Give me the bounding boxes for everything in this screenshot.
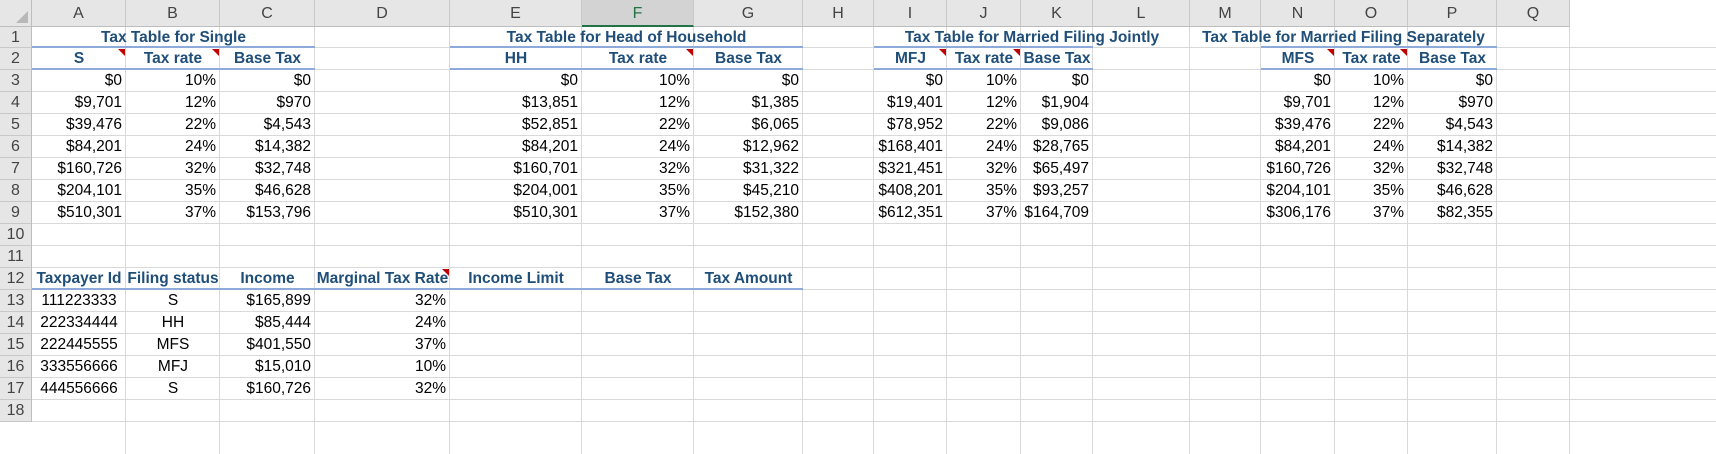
taxpayer-cell[interactable]: $85,444 (254, 314, 311, 331)
row-header-4[interactable]: 4 (0, 92, 32, 114)
row-header-1[interactable]: 1 (0, 27, 32, 48)
table-cell-mfs[interactable]: $32,748 (1436, 160, 1493, 177)
table-cell-mfj[interactable]: $9,086 (1041, 116, 1089, 133)
taxpayer-header-0[interactable]: Taxpayer Id (36, 270, 122, 287)
column-header-j[interactable]: J (947, 0, 1021, 27)
taxpayer-cell[interactable]: 37% (414, 336, 446, 353)
table-cell-single[interactable]: $510,301 (57, 204, 122, 221)
table-cell-hoh[interactable]: 24% (658, 138, 690, 155)
table-cell-mfs[interactable]: $84,201 (1274, 138, 1331, 155)
table-cell-mfj[interactable]: $93,257 (1032, 182, 1089, 199)
taxpayer-cell[interactable]: $401,550 (246, 336, 311, 353)
table-cell-single[interactable]: $0 (104, 72, 122, 89)
comment-indicator-icon (118, 49, 125, 56)
table-header-hoh-1[interactable]: Tax rate (608, 50, 668, 67)
taxpayer-cell[interactable]: HH (161, 314, 185, 331)
comment-indicator-icon (686, 49, 693, 56)
column-header-c[interactable]: C (220, 0, 315, 27)
taxpayer-cell[interactable]: 24% (414, 314, 446, 331)
taxpayer-cell[interactable]: MFJ (157, 358, 189, 375)
column-header-h[interactable]: H (803, 0, 874, 27)
column-header-l[interactable]: L (1093, 0, 1190, 27)
table-cell-single[interactable]: $9,701 (74, 94, 122, 111)
row-header-12[interactable]: 12 (0, 268, 32, 290)
table-header-mfs-1[interactable]: Tax rate (1342, 50, 1401, 67)
table-cell-mfs[interactable]: 12% (1372, 94, 1404, 111)
table-cell-mfs[interactable]: $46,628 (1436, 182, 1493, 199)
table-cell-mfs[interactable]: $306,176 (1266, 204, 1331, 221)
table-cell-hoh[interactable]: $84,201 (521, 138, 578, 155)
column-header-p[interactable]: P (1408, 0, 1497, 27)
table-cell-hoh[interactable]: 37% (658, 204, 690, 221)
table-cell-single[interactable]: $0 (293, 72, 311, 89)
taxpayer-cell[interactable]: $160,726 (246, 380, 311, 397)
table-cell-hoh[interactable]: $152,380 (734, 204, 799, 221)
taxpayer-cell[interactable]: 32% (414, 292, 446, 309)
table-cell-mfs[interactable]: $39,476 (1274, 116, 1331, 133)
column-header-d[interactable]: D (315, 0, 450, 27)
table-cell-single[interactable]: $970 (276, 94, 311, 111)
taxpayer-cell[interactable]: 32% (414, 380, 446, 397)
taxpayer-cell[interactable]: 333556666 (40, 358, 118, 375)
table-cell-mfj[interactable]: $408,201 (878, 182, 943, 199)
taxpayer-header-3[interactable]: Marginal Tax Rate (316, 270, 449, 287)
column-header-e[interactable]: E (450, 0, 582, 27)
table-cell-single[interactable]: $46,628 (254, 182, 311, 199)
taxpayer-cell[interactable]: 222445555 (40, 336, 118, 353)
taxpayer-header-6[interactable]: Tax Amount (704, 270, 793, 287)
table-cell-mfj[interactable]: 24% (985, 138, 1017, 155)
taxpayer-cell[interactable]: MFS (156, 336, 190, 353)
table-header-mfj-1[interactable]: Tax rate (954, 50, 1014, 67)
table-cell-single[interactable]: $32,748 (254, 160, 311, 177)
column-header-q[interactable]: Q (1497, 0, 1570, 27)
row-header-7[interactable]: 7 (0, 158, 32, 180)
table-cell-mfs[interactable]: 10% (1372, 72, 1404, 89)
table-cell-mfj[interactable]: $65,497 (1032, 160, 1089, 177)
row-header-6[interactable]: 6 (0, 136, 32, 158)
row-header-15[interactable]: 15 (0, 334, 32, 356)
column-header-k[interactable]: K (1021, 0, 1093, 27)
table-cell-mfs[interactable]: $0 (1475, 72, 1493, 89)
table-cell-mfs[interactable]: $4,543 (1445, 116, 1493, 133)
table-cell-mfs[interactable]: 22% (1372, 116, 1404, 133)
table-cell-mfj[interactable]: $168,401 (878, 138, 943, 155)
table-header-mfj-2[interactable]: Base Tax (1023, 50, 1091, 67)
table-cell-hoh[interactable]: $6,065 (751, 116, 799, 133)
table-cell-single[interactable]: 22% (184, 116, 216, 133)
table-cell-hoh[interactable]: 10% (658, 72, 690, 89)
table-cell-mfj[interactable]: $1,904 (1041, 94, 1089, 111)
column-header-i[interactable]: I (874, 0, 947, 27)
table-cell-mfs[interactable]: $0 (1313, 72, 1331, 89)
table-cell-mfj[interactable]: 12% (985, 94, 1017, 111)
row-header-17[interactable]: 17 (0, 378, 32, 400)
table-cell-single[interactable]: $204,101 (57, 182, 122, 199)
table-cell-single[interactable]: $153,796 (246, 204, 311, 221)
title-single[interactable]: Tax Table for Single (101, 28, 246, 46)
table-cell-mfj[interactable]: 22% (985, 116, 1017, 133)
table-cell-mfj[interactable]: $321,451 (878, 160, 943, 177)
table-cell-hoh[interactable]: 32% (658, 160, 690, 177)
table-cell-hoh[interactable]: $31,322 (742, 160, 799, 177)
column-header-a[interactable]: A (32, 0, 126, 27)
table-cell-hoh[interactable]: $160,701 (513, 160, 578, 177)
table-cell-mfj[interactable]: $0 (925, 72, 943, 89)
table-cell-hoh[interactable]: $12,962 (742, 138, 799, 155)
table-cell-mfj[interactable]: 35% (985, 182, 1017, 199)
table-cell-hoh[interactable]: 12% (658, 94, 690, 111)
row-header-14[interactable]: 14 (0, 312, 32, 334)
taxpayer-cell[interactable]: $15,010 (254, 358, 311, 375)
title-head-of-household[interactable]: Tax Table for Head of Household (506, 28, 747, 46)
row-header-5[interactable]: 5 (0, 114, 32, 136)
table-header-single-1[interactable]: Tax rate (143, 50, 203, 67)
table-cell-hoh[interactable]: $1,385 (751, 94, 799, 111)
taxpayer-header-2[interactable]: Income (240, 270, 295, 287)
table-header-hoh-2[interactable]: Base Tax (715, 50, 782, 67)
table-cell-mfs[interactable]: 37% (1372, 204, 1404, 221)
table-cell-mfj[interactable]: $612,351 (878, 204, 943, 221)
row-header-9[interactable]: 9 (0, 202, 32, 224)
title-married-jointly[interactable]: Tax Table for Married Filing Jointly (904, 28, 1160, 46)
table-cell-mfs[interactable]: $14,382 (1436, 138, 1493, 155)
table-cell-mfs[interactable]: $204,101 (1266, 182, 1331, 199)
table-cell-single[interactable]: $39,476 (65, 116, 122, 133)
table-cell-single[interactable]: 32% (184, 160, 216, 177)
select-all-corner[interactable] (0, 0, 32, 27)
row-header-3[interactable]: 3 (0, 70, 32, 92)
taxpayer-cell[interactable]: 222334444 (40, 314, 118, 331)
title-married-separately[interactable]: Tax Table for Married Filing Separately (1202, 28, 1485, 46)
taxpayer-header-5[interactable]: Base Tax (604, 270, 672, 287)
taxpayer-cell[interactable]: 111223333 (41, 292, 117, 309)
column-header-m[interactable]: M (1190, 0, 1261, 27)
column-header-o[interactable]: O (1335, 0, 1408, 27)
table-cell-mfs[interactable]: 32% (1372, 160, 1404, 177)
table-cell-hoh[interactable]: $204,001 (513, 182, 578, 199)
comment-indicator-icon (1327, 49, 1334, 56)
table-cell-mfj[interactable]: $19,401 (886, 94, 943, 111)
row-header-2[interactable]: 2 (0, 48, 32, 70)
table-cell-mfs[interactable]: $9,701 (1283, 94, 1331, 111)
taxpayer-cell[interactable]: S (167, 292, 179, 309)
table-cell-mfs[interactable]: $160,726 (1266, 160, 1331, 177)
row-header-11[interactable]: 11 (0, 246, 32, 268)
comment-indicator-icon (939, 49, 946, 56)
gridline-horizontal (32, 245, 1716, 246)
row-header-16[interactable]: 16 (0, 356, 32, 378)
taxpayer-header-4[interactable]: Income Limit (468, 270, 564, 287)
taxpayer-cell[interactable]: 444556666 (40, 380, 118, 397)
table-cell-single[interactable]: 12% (184, 94, 216, 111)
column-header-g[interactable]: G (694, 0, 803, 27)
row-header-8[interactable]: 8 (0, 180, 32, 202)
table-header-single-0[interactable]: S (73, 50, 85, 67)
table-cell-single[interactable]: 24% (184, 138, 216, 155)
table-cell-mfs[interactable]: $970 (1458, 94, 1493, 111)
table-header-mfs-0[interactable]: MFS (1281, 50, 1315, 67)
comment-indicator-icon (442, 269, 449, 276)
comment-indicator-icon (1013, 49, 1020, 56)
table-cell-mfj[interactable]: 10% (985, 72, 1017, 89)
row-header-18[interactable]: 18 (0, 400, 32, 422)
taxpayer-cell[interactable]: $165,899 (246, 292, 311, 309)
row-header-10[interactable]: 10 (0, 224, 32, 246)
table-header-mfj-0[interactable]: MFJ (895, 50, 926, 67)
table-cell-mfj[interactable]: 32% (985, 160, 1017, 177)
table-cell-mfj[interactable]: $164,709 (1024, 204, 1089, 221)
table-cell-hoh[interactable]: $52,851 (521, 116, 578, 133)
table-cell-single[interactable]: 35% (184, 182, 216, 199)
table-cell-hoh[interactable]: 35% (658, 182, 690, 199)
select-all-triangle-icon (16, 11, 28, 23)
comment-indicator-icon (212, 49, 219, 56)
table-cell-hoh[interactable]: $0 (560, 72, 578, 89)
table-cell-single[interactable]: $4,543 (263, 116, 311, 133)
table-cell-mfs[interactable]: 35% (1372, 182, 1404, 199)
table-cell-hoh[interactable]: $0 (781, 72, 799, 89)
comment-indicator-icon (1400, 49, 1407, 56)
taxpayer-header-1[interactable]: Filing status (127, 270, 219, 287)
table-cell-mfj[interactable]: $78,952 (886, 116, 943, 133)
table-cell-mfj[interactable]: 37% (985, 204, 1017, 221)
table-cell-hoh[interactable]: $510,301 (513, 204, 578, 221)
table-cell-hoh[interactable]: 22% (658, 116, 690, 133)
table-header-single-2[interactable]: Base Tax (234, 50, 301, 67)
table-cell-single[interactable]: $84,201 (65, 138, 122, 155)
taxpayer-cell[interactable]: 10% (414, 358, 446, 375)
taxpayer-cell[interactable]: S (167, 380, 179, 397)
table-header-hoh-0[interactable]: HH (504, 50, 528, 67)
table-cell-mfs[interactable]: 24% (1372, 138, 1404, 155)
table-cell-single[interactable]: 10% (184, 72, 216, 89)
table-cell-single[interactable]: 37% (184, 204, 216, 221)
row-header-13[interactable]: 13 (0, 290, 32, 312)
column-header-n[interactable]: N (1261, 0, 1335, 27)
table-cell-mfs[interactable]: $82,355 (1436, 204, 1493, 221)
table-cell-mfj[interactable]: $28,765 (1032, 138, 1089, 155)
table-cell-mfj[interactable]: $0 (1071, 72, 1089, 89)
table-cell-single[interactable]: $160,726 (57, 160, 122, 177)
gridline-horizontal (32, 421, 1716, 422)
column-header-b[interactable]: B (126, 0, 220, 27)
table-cell-hoh[interactable]: $13,851 (521, 94, 578, 111)
table-header-mfs-2[interactable]: Base Tax (1419, 50, 1486, 67)
table-cell-hoh[interactable]: $45,210 (742, 182, 799, 199)
table-cell-single[interactable]: $14,382 (254, 138, 311, 155)
column-header-f[interactable]: F (582, 0, 694, 27)
